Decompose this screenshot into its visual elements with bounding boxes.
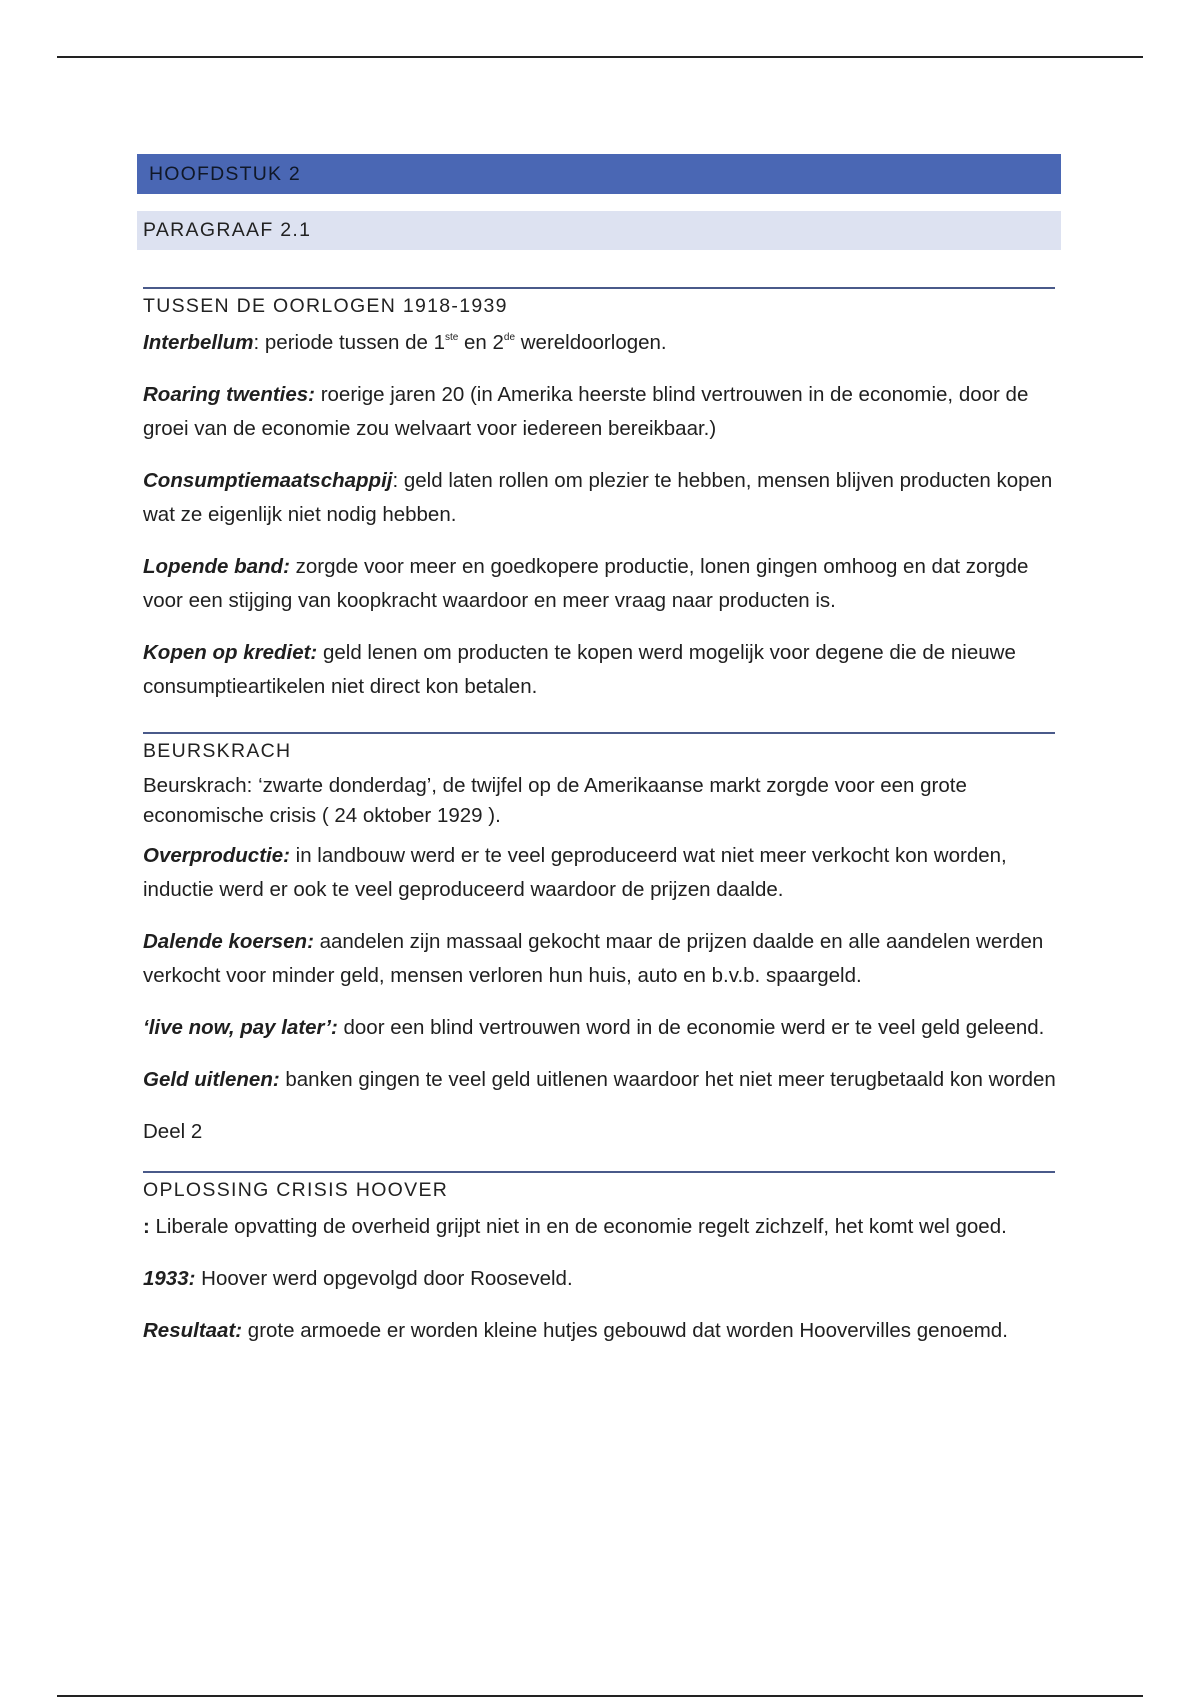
header-rule bbox=[57, 56, 1143, 58]
definition-interbellum: Interbellum: periode tussen de 1ste en 2de wereldoorlogen. bbox=[143, 331, 667, 354]
definition-live-now-pay-later: ‘live now, pay later’: door een blind vertrouwen word in de economie werd er te veel geld geleend. bbox=[143, 1016, 1045, 1039]
term: : bbox=[143, 1215, 150, 1238]
definition-geld-uitlenen: Geld uitlenen: banken gingen te veel geld uitlenen waardoor het niet meer terugbetaald kon worden bbox=[143, 1068, 1056, 1091]
definition-beurskrach: Beurskrach: ‘zwarte donderdag’, de twijfel op de Amerikaanse markt zorgde voor een grote economische crisis ( 24 oktober 1929 ). bbox=[143, 774, 967, 827]
definition-1933: 1933: Hoover werd opgevolgd door Rooseveld. bbox=[143, 1267, 573, 1290]
definition-resultaat: Resultaat: grote armoede er worden kleine hutjes gebouwd dat worden Hoovervilles genoemd. bbox=[143, 1319, 1008, 1342]
term: Consumptiemaatschappij bbox=[143, 469, 393, 492]
term: Roaring twenties: bbox=[143, 383, 315, 406]
definition-kopen-op-krediet: Kopen op krediet: geld lenen om producten te kopen werd mogelijk voor degene die de nieuwe consumptieartikelen niet direct kon betalen. bbox=[143, 641, 1016, 698]
chapter-heading: HOOFDSTUK 2 bbox=[137, 154, 1061, 194]
term: Geld uitlenen: bbox=[143, 1068, 280, 1091]
section-heading-hoover: OPLOSSING CRISIS HOOVER bbox=[143, 1171, 1055, 1202]
term: ‘live now, pay later’: bbox=[143, 1016, 338, 1039]
section-heading-beurskrach: BEURSKRACH bbox=[143, 732, 1055, 763]
term: Lopende band: bbox=[143, 555, 290, 578]
paragraph-heading: PARAGRAAF 2.1 bbox=[137, 211, 1061, 250]
document-body bbox=[137, 154, 1061, 1348]
definition-roaring-twenties: Roaring twenties: roerige jaren 20 (in Amerika heerste blind vertrouwen in de economie, door de groei van de economie zou welvaart voor iedereen bereikbaar.) bbox=[143, 383, 1029, 440]
term: Resultaat: bbox=[143, 1319, 243, 1342]
section-heading-interwar: TUSSEN DE OORLOGEN 1918-1939 bbox=[143, 287, 1055, 318]
footer-rule bbox=[57, 1695, 1143, 1697]
definition-lopende-band: Lopende band: zorgde voor meer en goedkopere productie, lonen gingen omhoog en dat zorgde voor een stijging van koopkracht waardoor en meer vraag naar producten is. bbox=[143, 555, 1029, 612]
definition-consumptiemaatschappij: Consumptiemaatschappij: geld laten rollen om plezier te hebben, mensen blijven producten kopen wat ze eigenlijk niet nodig hebben. bbox=[143, 469, 1053, 526]
deel-label: Deel 2 bbox=[143, 1120, 203, 1143]
term: Kopen op krediet: bbox=[143, 641, 318, 664]
term: Dalende koersen: bbox=[143, 930, 314, 953]
definition-liberale-opvatting: : Liberale opvatting de overheid grijpt niet in en de economie regelt zichzelf, het komt wel goed. bbox=[143, 1215, 1007, 1238]
definition-dalende-koersen: Dalende koersen: aandelen zijn massaal gekocht maar de prijzen daalde en alle aandelen werden verkocht voor minder geld, mensen verloren hun huis, auto en b.v.b. spaargeld. bbox=[143, 930, 1044, 987]
definition-overproductie: Overproductie: in landbouw werd er te veel geproduceerd wat niet meer verkocht kon worden, inductie werd er ook te veel geproduceerd waardoor de prijzen daalde. bbox=[143, 844, 1007, 901]
term: Interbellum bbox=[143, 331, 254, 354]
term: Overproductie: bbox=[143, 844, 290, 867]
term: 1933: bbox=[143, 1267, 196, 1290]
